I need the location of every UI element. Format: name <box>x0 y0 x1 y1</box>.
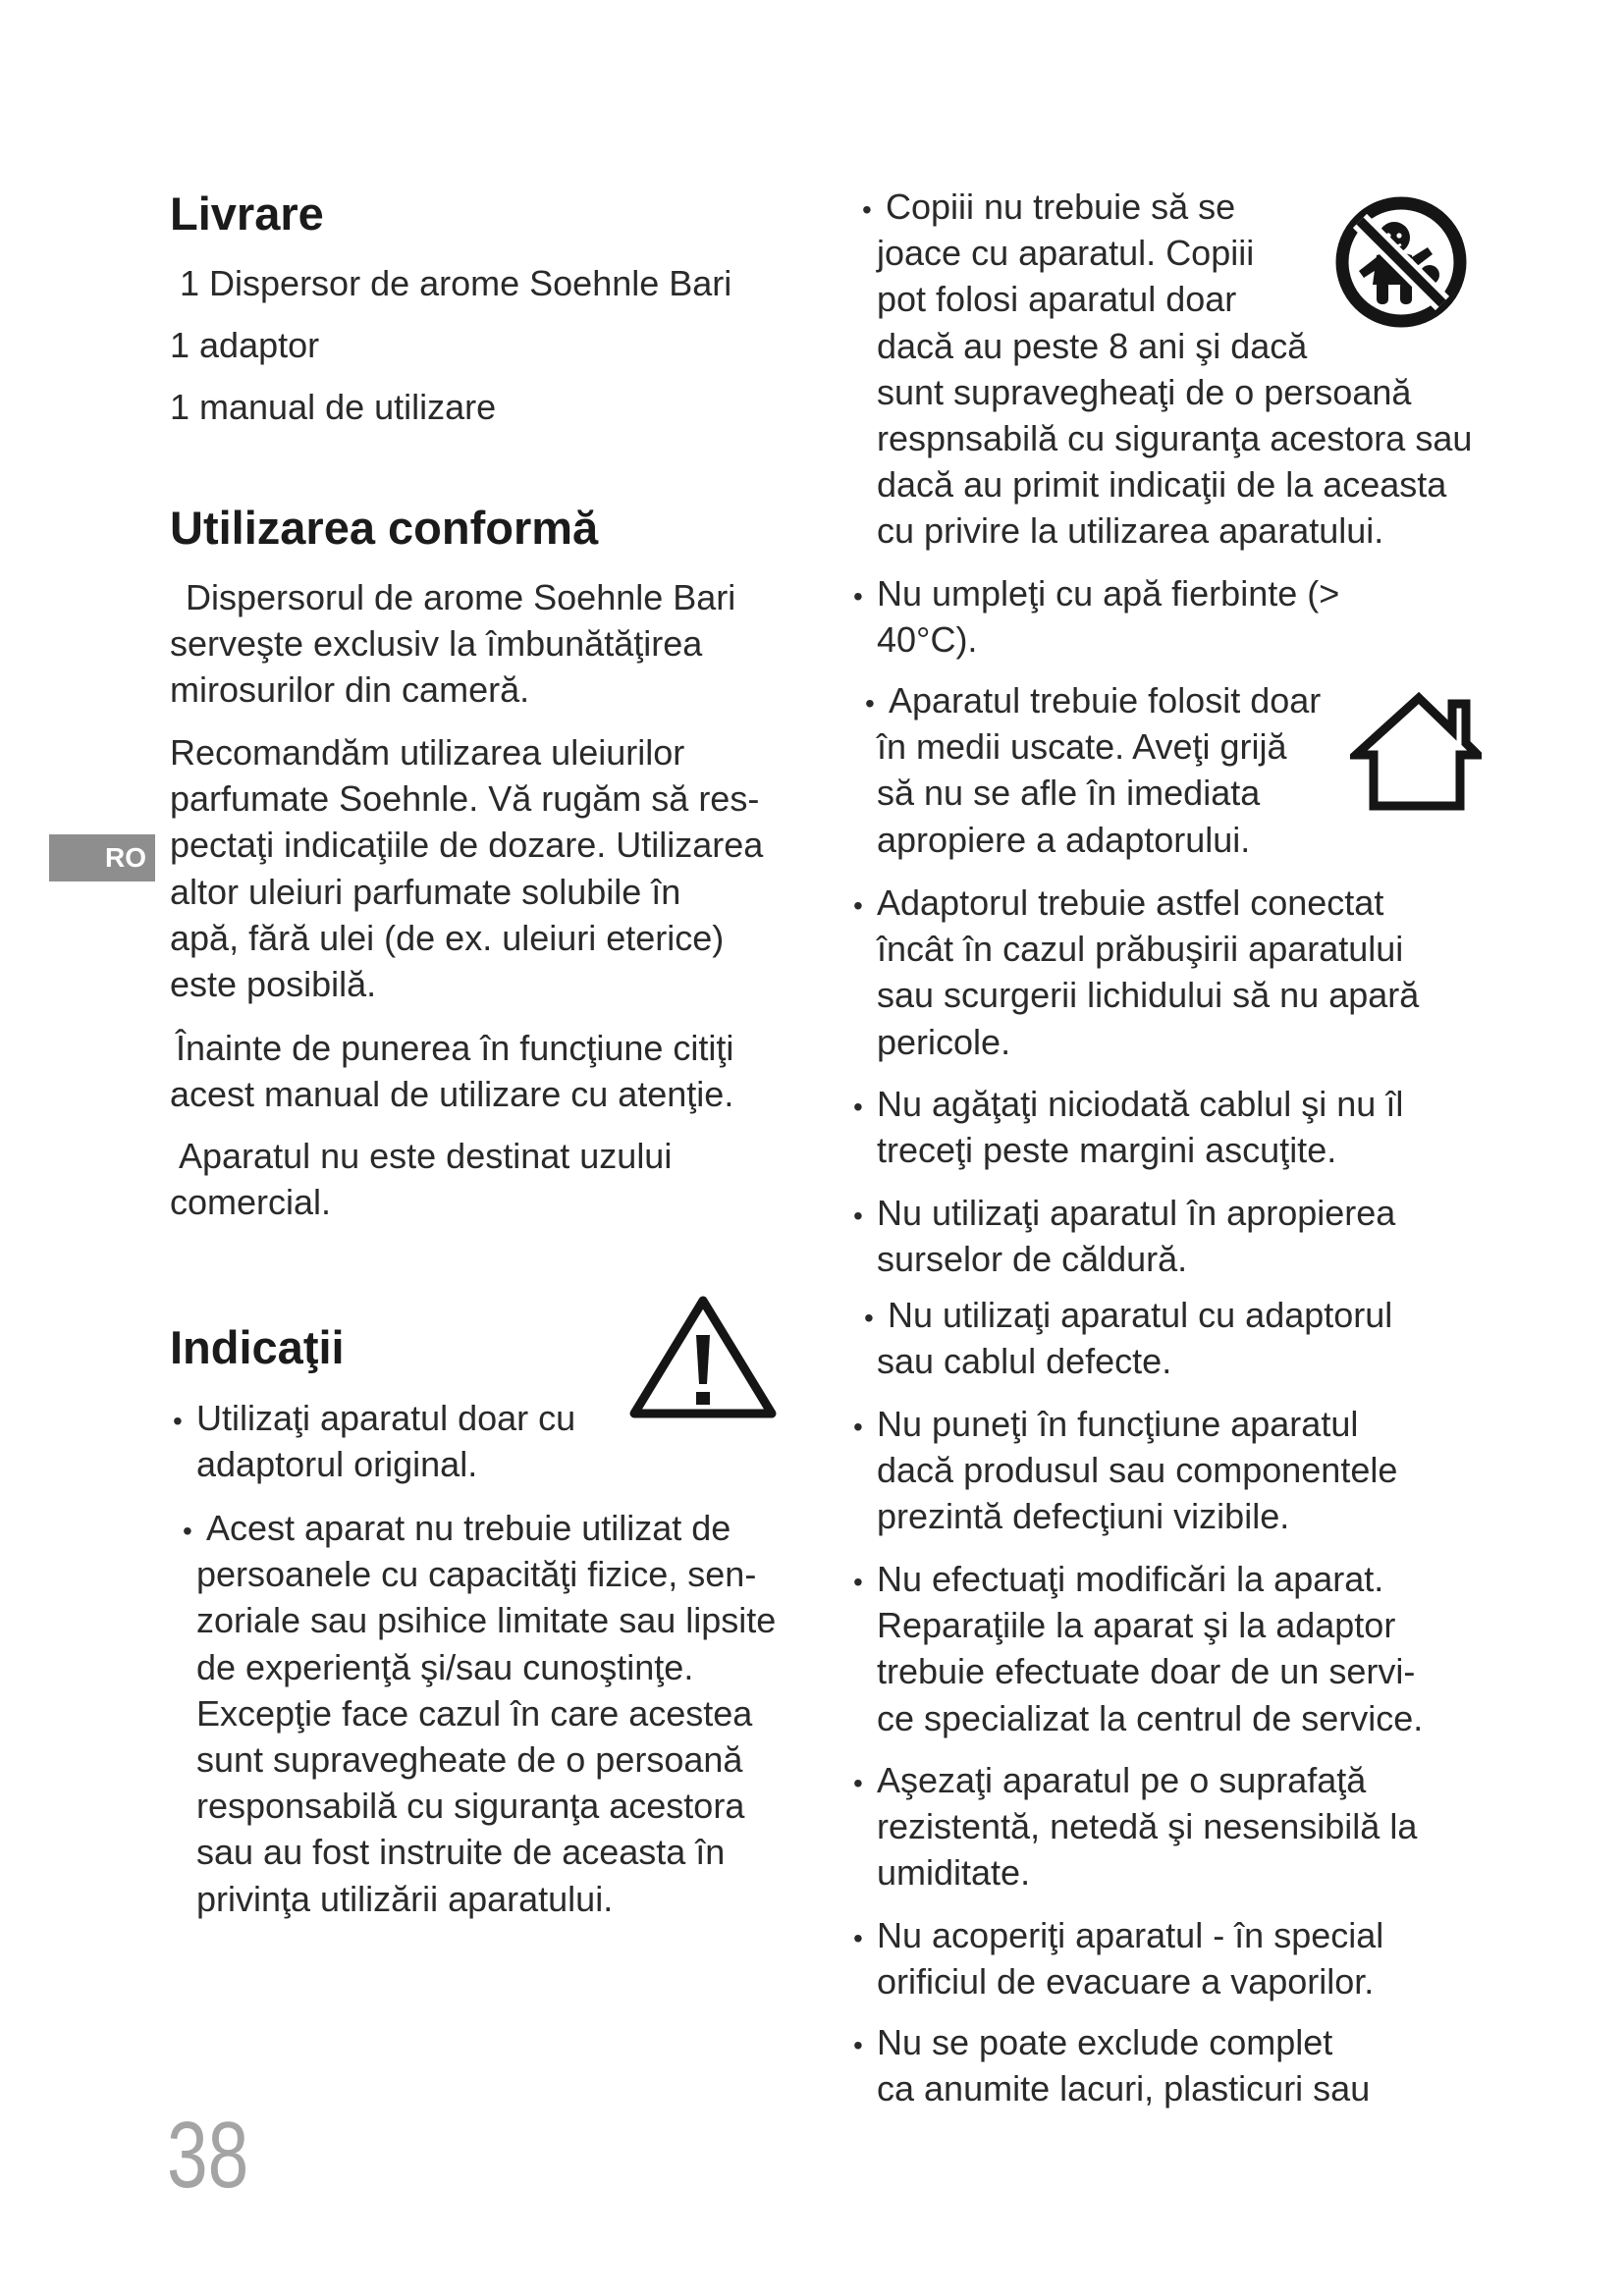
notes-heading: Indicaţii <box>170 1321 345 1373</box>
page-number: 38 <box>167 2103 249 2208</box>
notes-bullet: • Acest aparat nu trebuie utilizat de persoanele cu capacităţi fizice, sen- zoriale sau psihice limitate sau lipsite de experienţă şi/sau cunoştinţe. Excepţie face cazul în care acestea sunt supravegheate de o persoană responsabilă cu siguranţa acestora sau au fost instruite de aceasta în privinţa utilizării aparatului. <box>196 1505 776 1922</box>
safety-bullet: • Nu agăţaţi niciodată cablul şi nu îl treceţi peste margini ascuţite. <box>877 1081 1403 1173</box>
safety-bullet: • Nu acoperiţi aparatul - în special orificiul de evacuare a vaporilor. <box>877 1912 1383 2004</box>
safety-bullet: • Copiii nu trebuie să se joace cu aparatul. Copiii pot folosi aparatul doar dacă au peste 8 ani şi dacă sunt supravegheaţi de o persoană respnsabilă cu siguranţa acestora sau dacă au primit indicaţii de la aceasta cu privire la utilizarea aparatului. <box>877 184 1472 555</box>
warning-triangle-icon <box>628 1292 778 1421</box>
intended-use-paragraph: Aparatul nu este destinat uzului comercial. <box>170 1136 673 1223</box>
delivery-item: 1 manual de utilizare <box>170 387 497 427</box>
notes-bullet: • Utilizaţi aparatul doar cu adaptorul original. <box>196 1395 575 1487</box>
intended-use-paragraph: Recomandăm utilizarea uleiurilor parfumate Soehnle. Vă rugăm să res- pectaţi indicaţiile de dozare. Utilizarea altor uleiuri parfumate solubile în apă, fără ulei (de ex. uleiuri eterice) este posibilă. <box>170 732 764 1005</box>
delivery-heading: Livrare <box>170 187 324 240</box>
delivery-item: 1 Dispersor de arome Soehnle Bari <box>180 263 732 303</box>
right-column <box>853 0 1501 2296</box>
safety-bullet: • Nu utilizaţi aparatul în apropierea surselor de căldură. <box>877 1190 1395 1282</box>
safety-bullet: • Nu umpleţi cu apă fierbinte (> 40°C). <box>877 570 1339 663</box>
intended-use-paragraph: Dispersorul de arome Soehnle Bari serveşte exclusiv la îmbunătăţirea mirosurilor din cameră. <box>170 577 736 711</box>
delivery-item: 1 adaptor <box>170 325 320 365</box>
intended-use-paragraph: Înainte de punerea în funcţiune citiţi acest manual de utilizare cu atenţie. <box>170 1028 734 1115</box>
safety-bullet: • Aparatul trebuie folosit doar în medii uscate. Aveţi grijă să nu se afle în imediata apropiere a adaptorului. <box>877 677 1321 863</box>
left-column <box>170 0 798 2296</box>
safety-bullet: • Adaptorul trebuie astfel conectat încât în cazul prăbuşirii aparatului sau scurgerii lichidului să nu apară pericole. <box>877 880 1419 1065</box>
intended-use-heading: Utilizarea conformă <box>170 502 599 554</box>
indoor-house-icon <box>1350 690 1482 813</box>
safety-bullet: • Nu utilizaţi aparatul cu adaptorul sau cablul defecte. <box>877 1292 1392 1384</box>
safety-bullet: • Nu se poate exclude complet ca anumite lacuri, plasticuri sau <box>877 2019 1370 2111</box>
language-tab: RO <box>49 834 155 881</box>
safety-bullet: • Nu puneţi în funcţiune aparatul dacă produsul sau componentele prezintă defecţiuni vizibile. <box>877 1401 1397 1540</box>
safety-bullet: • Aşezaţi aparatul pe o suprafaţă rezistentă, netedă şi nesensibilă la umiditate. <box>877 1757 1417 1896</box>
safety-bullet: • Nu efectuaţi modificări la aparat. Reparaţiile la aparat şi la adaptor trebuie efectuate doar de un servi- ce specializat la centrul de service. <box>877 1556 1423 1741</box>
